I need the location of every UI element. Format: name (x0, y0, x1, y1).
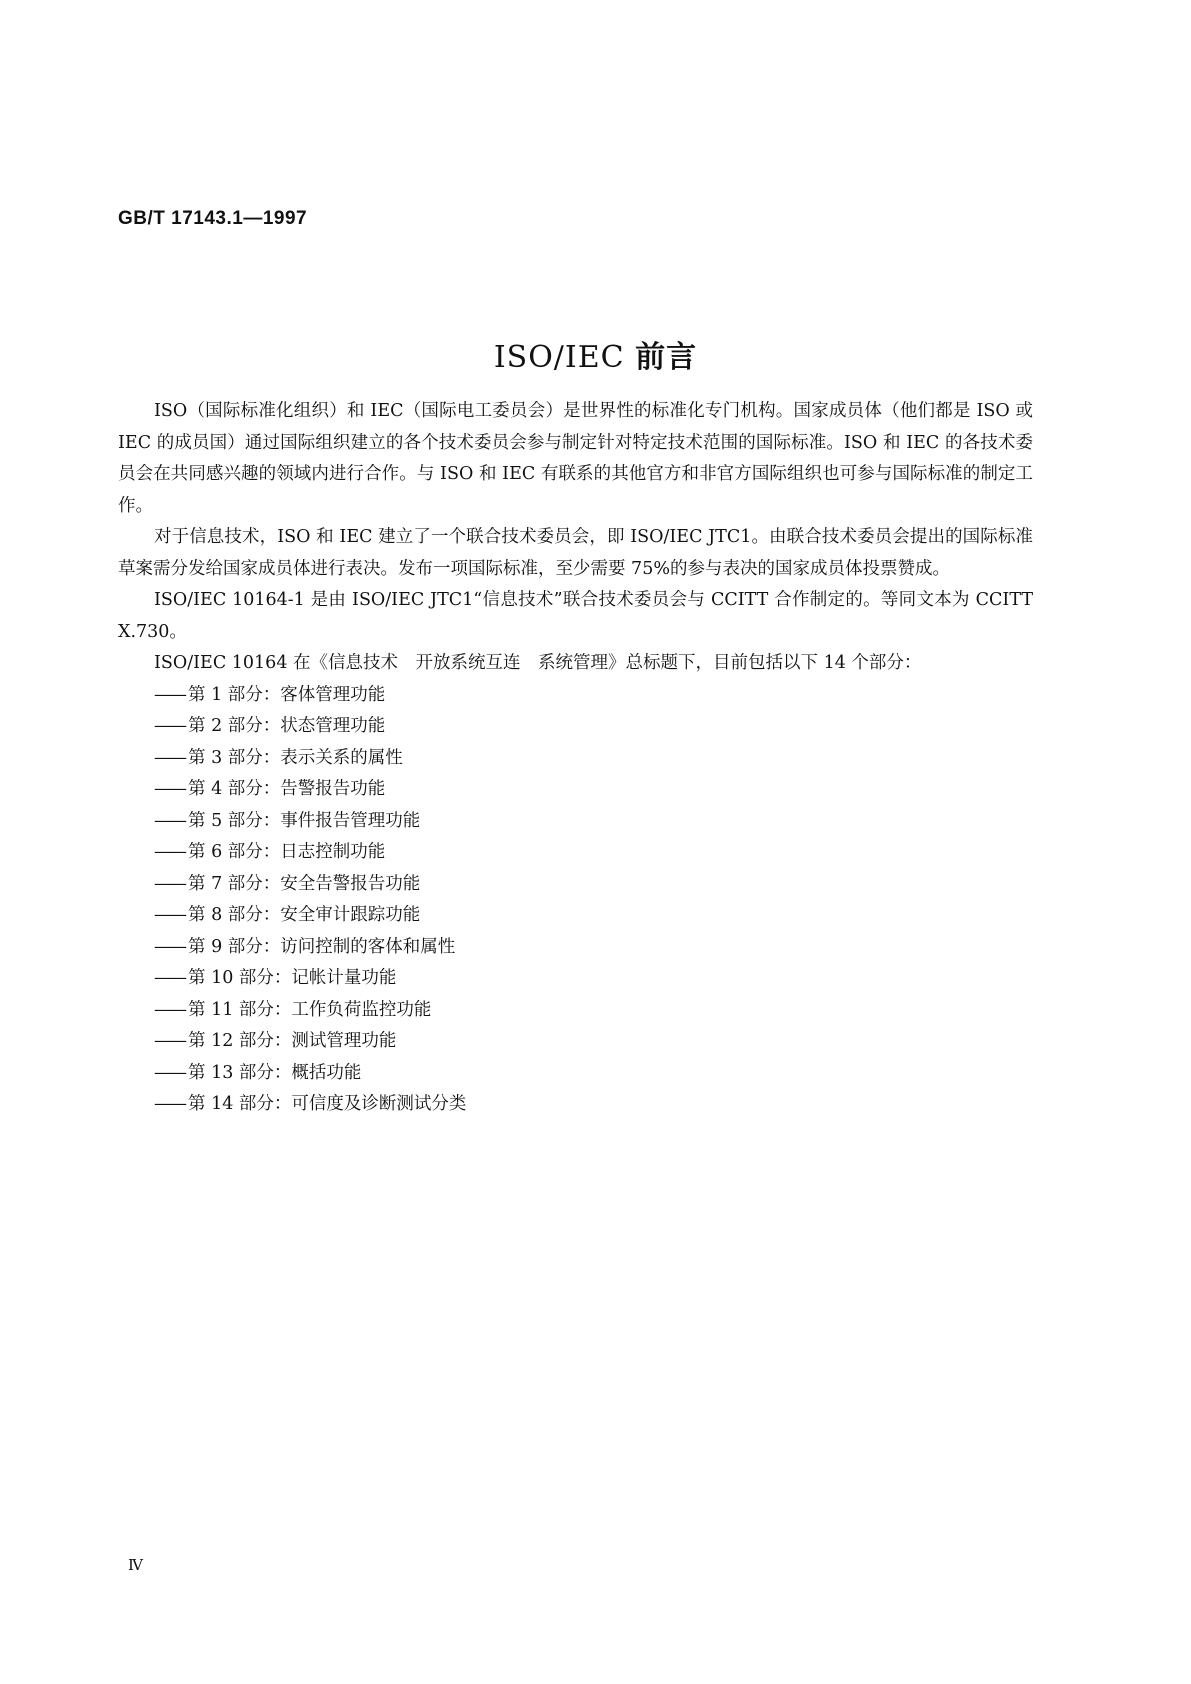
paragraph-parts-intro: ISO/IEC 10164 在《信息技术 开放系统互连 系统管理》总标题下，目前包括以下 14 个部分： (154, 653, 922, 673)
page-title (0, 332, 1191, 376)
list-item (118, 1026, 1033, 1058)
list-dash: —— (154, 1062, 185, 1083)
list-item-text: 第 9 部分：访问控制的客体和属性 (188, 936, 456, 957)
list-item-text: 第 4 部分：告警报告功能 (188, 779, 386, 799)
list-item (118, 680, 1033, 712)
list-item-text: 第 6 部分：日志控制功能 (188, 842, 386, 862)
list-item-text: 第 7 部分：安全告警报告功能 (188, 873, 421, 894)
list-item (118, 837, 1033, 869)
parts-list (118, 680, 1033, 1121)
list-item (118, 995, 1033, 1027)
list-dash: —— (154, 873, 185, 894)
paragraph-cooperation: ISO/IEC 10164-1 是由 ISO/IEC JTC1“信息技术”联合技术委员会与 CCITT 合作制定的。等同文本为 CCITT X.730。 (118, 590, 1033, 642)
list-item (118, 963, 1033, 995)
list-item-text: 第 8 部分：安全审计跟踪功能 (188, 905, 421, 925)
list-dash: —— (154, 716, 185, 736)
list-item-text: 第 10 部分：记帐计量功能 (188, 968, 397, 988)
list-item-text: 第 13 部分：概括功能 (188, 1062, 362, 1083)
list-dash: —— (154, 968, 185, 988)
list-item (118, 869, 1033, 901)
list-dash: —— (154, 779, 185, 799)
list-item-text: 第 1 部分：客体管理功能 (188, 684, 386, 705)
list-item (118, 1058, 1033, 1090)
list-dash: —— (154, 905, 185, 925)
page-number: Ⅳ (128, 1556, 143, 1574)
list-item (118, 711, 1033, 743)
list-item (118, 932, 1033, 964)
list-item (118, 774, 1033, 806)
list-item-text: 第 12 部分：测试管理功能 (188, 1031, 397, 1051)
list-item-text: 第 3 部分：表示关系的属性 (188, 747, 403, 768)
list-item-text: 第 2 部分：状态管理功能 (188, 716, 386, 736)
list-item-text: 第 14 部分：可信度及诊断测试分类 (188, 1094, 467, 1114)
list-dash: —— (154, 1094, 185, 1114)
list-dash: —— (154, 842, 185, 862)
list-item-text: 第 11 部分：工作负荷监控功能 (188, 999, 432, 1020)
list-dash: —— (154, 810, 185, 831)
list-dash: —— (154, 684, 185, 705)
title-latin: ISO/IEC (493, 340, 625, 375)
list-item (118, 1089, 1033, 1121)
list-item (118, 743, 1033, 775)
list-dash: —— (154, 747, 185, 768)
list-dash: —— (154, 936, 185, 957)
paragraph-organizations: ISO（国际标准化组织）和 IEC（国际电工委员会）是世界性的标准化专门机构。国家成员体（他们都是 ISO 或 IEC 的成员国）通过国际组织建立的各个技术委员会参与制定针对特定技术范围的国际标准。ISO 和 IEC 的各技术委员会在共同感兴趣的领域内进行合作。与 ISO 和 IEC 有联系的其他官方和非官方国际组织也可参与国际标准的制定工作。 (118, 401, 1033, 516)
foreword-body (118, 396, 1033, 1121)
list-item-text: 第 5 部分：事件报告管理功能 (188, 810, 421, 831)
list-item (118, 900, 1033, 932)
standard-code: GB/T 17143.1—1997 (118, 208, 308, 229)
list-item (118, 806, 1033, 838)
list-dash: —— (154, 1031, 185, 1051)
title-cjk: 前言 (635, 340, 698, 375)
list-dash: —— (154, 999, 185, 1020)
paragraph-jtc1: 对于信息技术，ISO 和 IEC 建立了一个联合技术委员会，即 ISO/IEC JTC1。由联合技术委员会提出的国际标准草案需分发给国家成员体进行表决。发布一项国际标准，至少需要 75%的参与表决的国家成员体投票赞成。 (118, 527, 1033, 579)
